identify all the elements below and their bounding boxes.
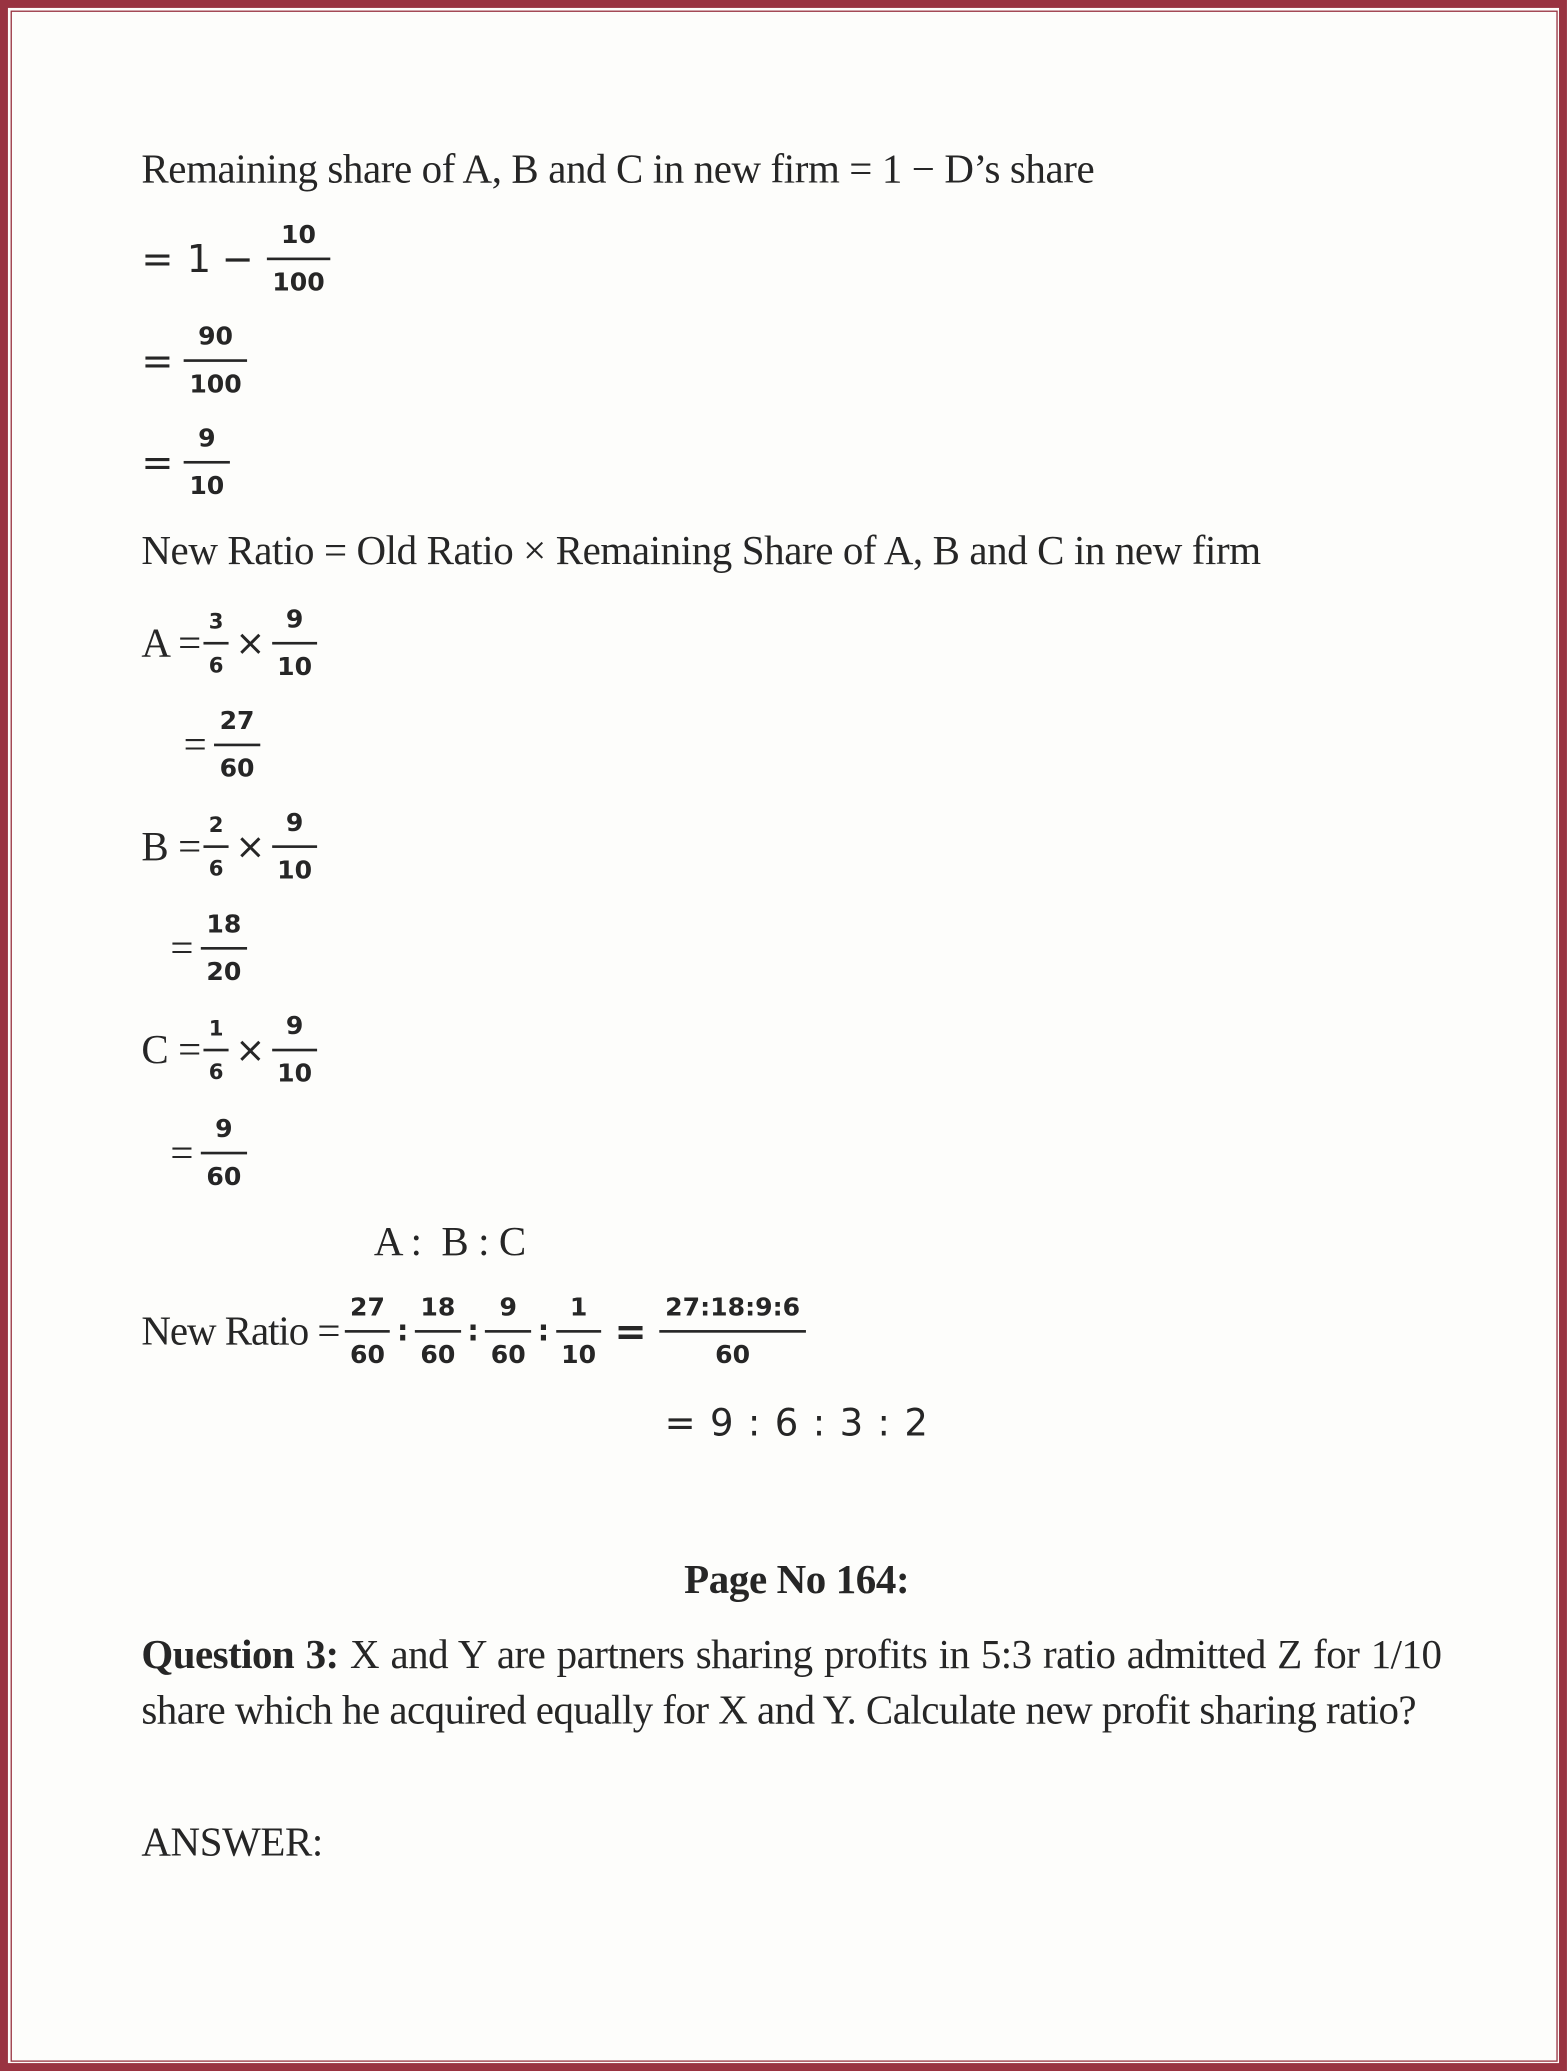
answer-heading — [141, 1803, 323, 1882]
minus-sign: − — [221, 236, 254, 282]
a-result — [184, 705, 263, 784]
denominator: 10 — [272, 845, 318, 886]
remaining-share-text: Remaining share of A, B and C in new firm = 1 − D’s share — [141, 145, 1095, 192]
remaining-share-line — [141, 129, 1094, 208]
numerator: 27 — [219, 705, 255, 736]
equals-sign: = — [614, 1308, 647, 1354]
denominator: 60 — [660, 1329, 805, 1370]
step-2 — [141, 321, 249, 400]
equals-sign: = — [141, 236, 174, 282]
page-number-heading — [8, 1540, 1567, 1619]
numerator: 9 — [215, 1114, 233, 1144]
denominator: 60 — [345, 1329, 391, 1370]
equals-sign: = — [170, 924, 194, 971]
fraction — [556, 1292, 602, 1370]
question-3 — [141, 1627, 1441, 1738]
step-1 — [141, 219, 332, 298]
numerator: 1 — [569, 1292, 588, 1322]
abc-header-text: A : B : C — [373, 1217, 526, 1265]
denominator: 60 — [485, 1329, 531, 1370]
numerator: 9 — [285, 807, 304, 837]
final-ratio — [665, 1383, 928, 1462]
new-ratio-label: New Ratio = — [141, 1307, 340, 1354]
fraction — [345, 1292, 391, 1370]
colon: : — [537, 1314, 550, 1348]
fraction — [415, 1292, 461, 1370]
equals-sign: = — [141, 439, 174, 485]
b-label: B = — [141, 822, 201, 870]
equals-sign: = — [183, 721, 207, 768]
fraction — [184, 322, 247, 400]
denominator: 6 — [203, 845, 228, 882]
a-label: A = — [141, 619, 201, 666]
c-label: C = — [141, 1026, 201, 1073]
fraction — [184, 423, 230, 501]
c-calculation — [141, 1010, 320, 1089]
numerator: 27:18:9:6 — [665, 1292, 801, 1322]
denominator: 6 — [203, 1048, 228, 1085]
b-calculation — [141, 807, 320, 886]
fraction — [267, 220, 330, 298]
question-text: X and Y are partners sharing profits in 5:3 ratio admitted Z for 1/10 share which he acquired equally for X and Y. Calculate new profit sharing ratio? — [141, 1631, 1442, 1733]
denominator: 100 — [267, 257, 330, 298]
denominator: 60 — [201, 1151, 247, 1192]
colon: : — [396, 1314, 409, 1348]
a-calculation — [141, 604, 320, 683]
b-result — [170, 909, 249, 988]
fraction — [272, 808, 318, 886]
fraction — [203, 608, 228, 678]
combined-fraction — [660, 1292, 805, 1370]
numerator: 3 — [208, 608, 224, 634]
numerator: 9 — [285, 604, 304, 634]
numerator: 9 — [198, 423, 216, 453]
c-result — [170, 1113, 249, 1192]
answer-label: ANSWER: — [141, 1818, 323, 1865]
numerator: 18 — [420, 1292, 456, 1322]
times-sign: × — [235, 622, 266, 664]
denominator: 60 — [415, 1329, 461, 1370]
equals-sign: = — [141, 338, 174, 384]
fraction — [485, 1292, 531, 1370]
numerator: 10 — [281, 219, 316, 249]
numerator: 90 — [198, 321, 234, 351]
numerator: 1 — [208, 1015, 224, 1041]
final-ratio-text: = 9 : 6 : 3 : 2 — [664, 1400, 928, 1445]
fraction — [201, 1114, 247, 1192]
new-ratio-formula-line — [141, 511, 1260, 590]
fraction — [272, 604, 318, 682]
colon: : — [467, 1314, 479, 1348]
fraction — [203, 1015, 228, 1085]
numerator: 27 — [349, 1292, 385, 1322]
numerator: 9 — [285, 1011, 304, 1041]
fraction — [272, 1011, 318, 1089]
new-ratio-formula-text: New Ratio = Old Ratio × Remaining Share of A, B and C in new firm — [141, 526, 1261, 574]
one: 1 — [186, 236, 212, 282]
fraction — [203, 812, 228, 882]
fraction — [214, 706, 260, 784]
abc-header — [374, 1202, 526, 1281]
denominator: 6 — [203, 641, 228, 678]
numerator: 2 — [208, 811, 224, 837]
times-sign: × — [235, 826, 266, 868]
denominator: 10 — [272, 641, 318, 682]
denominator: 60 — [214, 743, 260, 784]
denominator: 10 — [556, 1329, 602, 1370]
denominator: 20 — [201, 946, 247, 987]
step-3 — [141, 423, 232, 502]
new-ratio-calculation — [141, 1292, 808, 1371]
fraction — [201, 909, 247, 987]
numerator: 9 — [499, 1292, 517, 1322]
question-label: Question 3: — [141, 1631, 339, 1678]
denominator: 100 — [184, 359, 247, 400]
denominator: 10 — [184, 460, 230, 501]
times-sign: × — [235, 1029, 266, 1071]
page-number-text: Page No 164: — [684, 1555, 910, 1603]
equals-sign: = — [170, 1129, 194, 1176]
denominator: 10 — [272, 1048, 318, 1089]
numerator: 18 — [206, 909, 242, 939]
